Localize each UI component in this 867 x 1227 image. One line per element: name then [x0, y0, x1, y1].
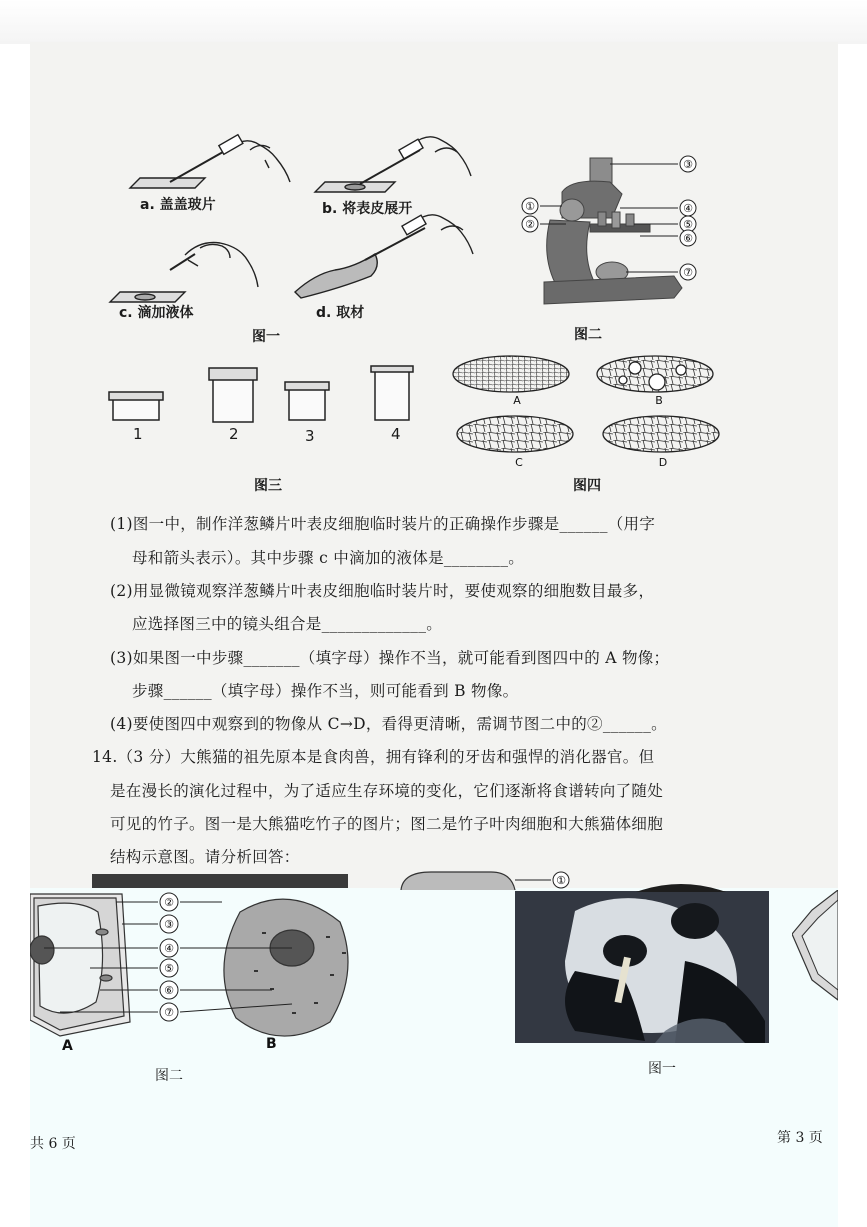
- question-14-line-1: 14.（3 分）大熊猫的祖先原本是食肉兽，拥有锋利的牙齿和强悍的消化器官。但: [92, 748, 655, 766]
- cells-figure-caption: 图二: [155, 1068, 183, 1084]
- cell-marker-1: ①: [556, 874, 566, 887]
- lens-2: [213, 378, 253, 422]
- lens-3-number: 3: [305, 427, 315, 445]
- question-3-line-2: 步骤______（填字母）操作不当，则可能看到 B 物像。: [132, 682, 519, 700]
- step-a-label: a. 盖盖玻片: [140, 197, 216, 213]
- microscope-diagram: [500, 150, 710, 310]
- view-d-label: D: [658, 456, 668, 469]
- question-3-line-1: (3)如果图一中步骤_______（填字母）操作不当，就可能看到图四中的 A 物像；: [110, 649, 670, 667]
- animal-cell-b: [224, 899, 348, 1036]
- footer-page-number: 第 3 页: [777, 1130, 823, 1146]
- step-c-label: c. 滴加液体: [119, 305, 194, 321]
- panda-figure-caption: 图一: [648, 1061, 676, 1077]
- lens-4-number: 4: [391, 425, 401, 443]
- cell-marker-4: ④: [164, 942, 174, 955]
- figure4-caption: 图四: [573, 478, 601, 494]
- partial-cell-right-edge: [792, 890, 838, 1010]
- cell-marker-6: ⑥: [164, 984, 174, 997]
- step-d-label: d. 取材: [316, 305, 365, 321]
- question-14-line-3: 可见的竹子。图一是大熊猫吃竹子的图片；图二是竹子叶肉细胞和大熊猫体细胞: [110, 815, 664, 833]
- question-2-line-1: (2)用显微镜观察洋葱鳞片叶表皮细胞临时装片时，要使观察的细胞数目最多，: [110, 582, 655, 600]
- lens-3: [289, 388, 325, 420]
- cell-marker-5: ⑤: [164, 962, 174, 975]
- step-a-drawing: [130, 135, 290, 188]
- microscope-marker-6: ⑥: [683, 232, 693, 245]
- page-top-edge: [0, 0, 867, 44]
- microscope-marker-1: ①: [525, 200, 535, 213]
- question-2-line-2: 应选择图三中的镜头组合是_____________。: [132, 615, 443, 633]
- cell-marker-3: ③: [164, 918, 174, 931]
- figure1-illustrations: [100, 120, 480, 310]
- cell-a-label: A: [62, 1038, 73, 1052]
- lens-2-number: 2: [229, 425, 239, 443]
- microscope-marker-7: ⑦: [683, 266, 693, 279]
- microscope-views-diagram: [445, 352, 735, 478]
- plant-cell-a: [30, 894, 130, 1036]
- view-c: [457, 416, 573, 452]
- microscope-marker-2: ②: [525, 218, 535, 231]
- lens-1-number: 1: [133, 425, 143, 443]
- cell-diagram-top-edge: [395, 866, 585, 890]
- coarse-adjustment-knob: [560, 199, 584, 221]
- cell-marker-7: ⑦: [164, 1006, 174, 1019]
- cell-structure-diagram: [30, 892, 360, 1052]
- question-4-line-1: (4)要使图四中观察到的物像从 C→D，看得更清晰，需调节图二中的②______。: [110, 715, 667, 733]
- question-1-line-1: (1)图一中，制作洋葱鳞片叶表皮细胞临时装片的正确操作步骤是______（用字: [110, 515, 656, 533]
- cell-marker-2: ②: [164, 896, 174, 909]
- view-a-label: A: [513, 394, 521, 407]
- view-d: [603, 416, 719, 452]
- lenses-diagram: [105, 362, 425, 432]
- cropped-shape-top: [636, 880, 726, 892]
- question-1-line-2: 母和箭头表示）。其中步骤 c 中滴加的液体是________。: [132, 549, 525, 567]
- question-14-line-4: 结构示意图。请分析回答：: [110, 848, 300, 866]
- view-a: [453, 356, 569, 392]
- step-b-label: b. 将表皮展开: [322, 201, 413, 217]
- figure1-caption: 图一: [252, 329, 280, 345]
- microscope-marker-3: ③: [683, 158, 693, 171]
- panda-photo-top-edge: [92, 874, 348, 888]
- figure2-caption: 图二: [574, 327, 602, 343]
- step-b-drawing: [315, 137, 471, 192]
- microscope-marker-4: ④: [683, 202, 693, 215]
- step-c-drawing: [110, 243, 258, 303]
- figure3-caption: 图三: [254, 478, 282, 494]
- lens-4: [375, 370, 409, 420]
- microscope-marker-5: ⑤: [683, 218, 693, 231]
- footer-total-pages: 共 6 页: [30, 1136, 76, 1152]
- view-b-label: B: [655, 394, 663, 407]
- panda-photo: [515, 891, 769, 1043]
- view-c-label: C: [515, 456, 523, 469]
- cell-b-label: B: [266, 1036, 277, 1052]
- question-14-line-2: 是在漫长的演化过程中，为了适应生存环境的变化，它们逐渐将食谱转向了随处: [110, 782, 664, 800]
- step-d-drawing: [295, 215, 473, 298]
- lens-1: [113, 398, 159, 420]
